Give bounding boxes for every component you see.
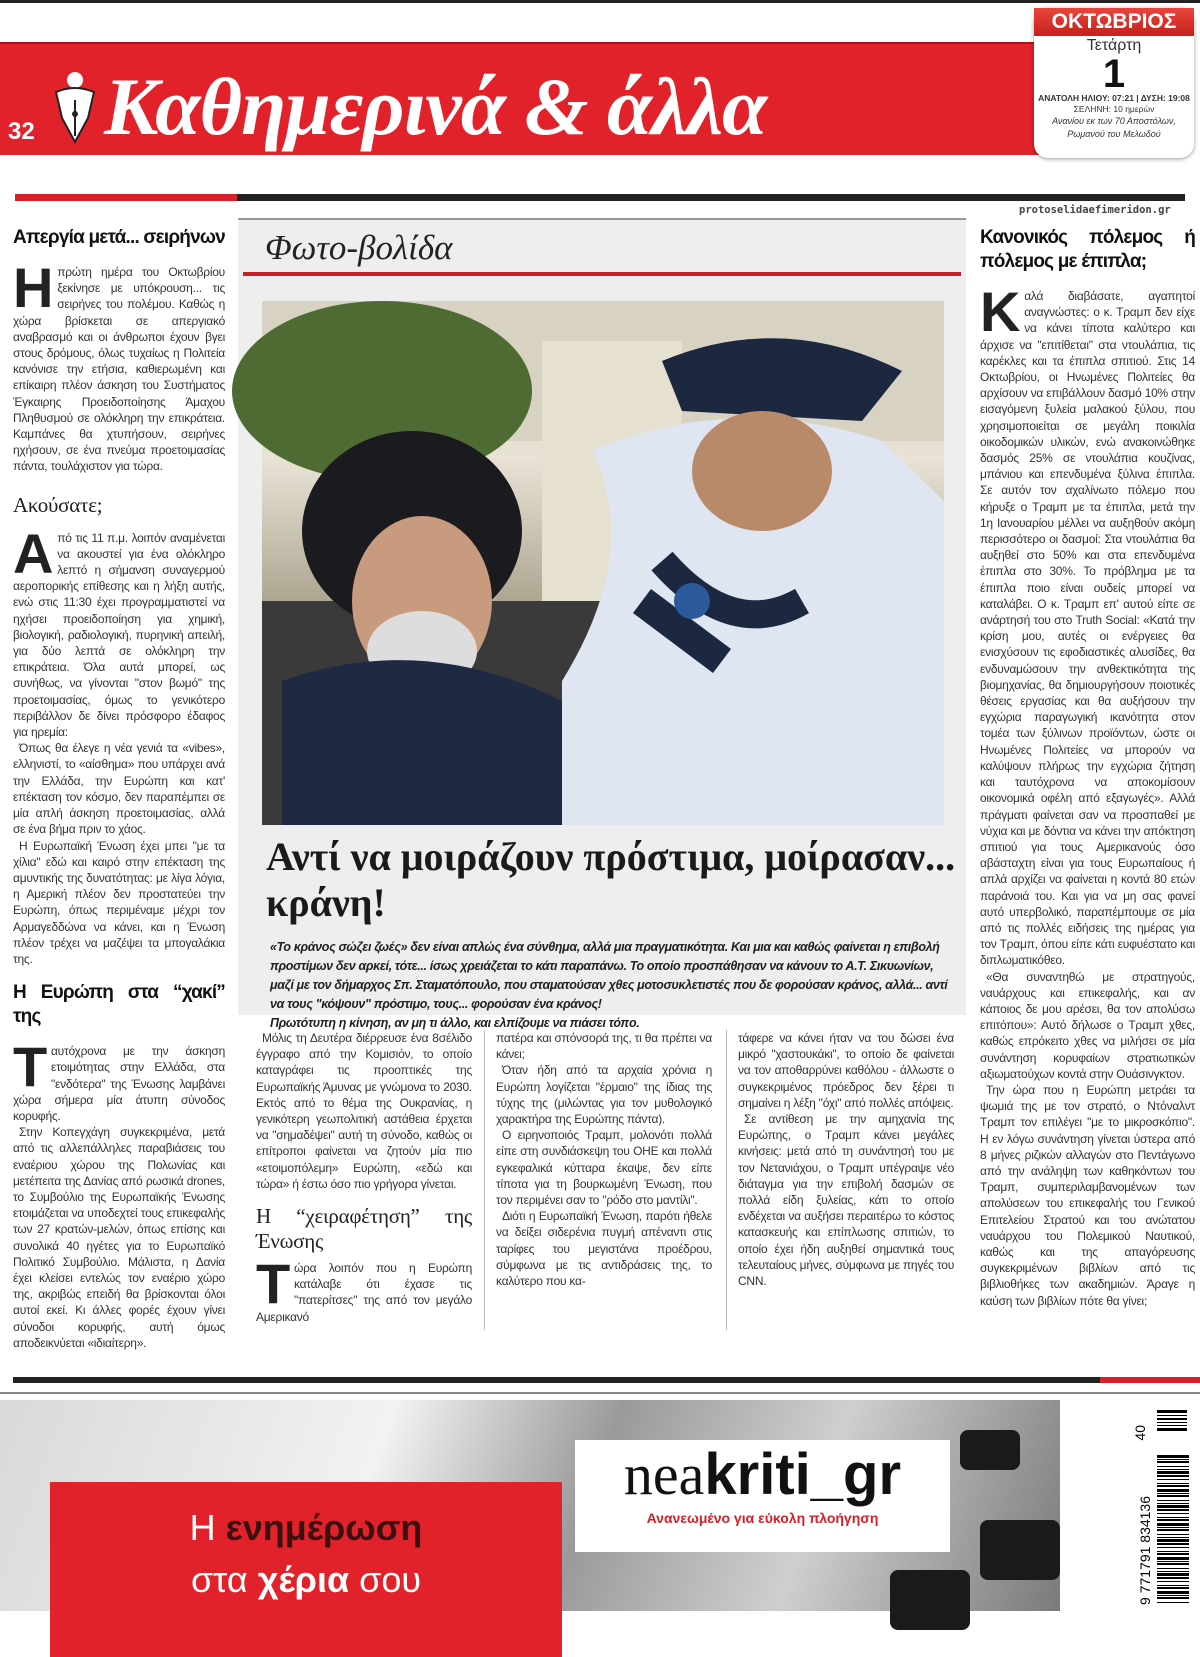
- barcode-bar: [1157, 1495, 1189, 1497]
- logo-text: nea: [623, 1442, 705, 1507]
- column-separator: [726, 1030, 727, 1330]
- article-headline: Η Ευρώπη στα “χακί” της: [13, 982, 225, 1028]
- advertisement-banner[interactable]: [0, 1400, 1060, 1611]
- feature-rule: [243, 272, 961, 276]
- calendar-sun-times: ΑΝΑΤΟΛΗ ΗΛΙΟΥ: 07:21 | ΔΥΣΗ: 19:08: [1038, 93, 1190, 103]
- barcode-bar: [1157, 1534, 1189, 1535]
- barcode-bar: [1157, 1585, 1189, 1586]
- barcode-icon: [1075, 1405, 1195, 1610]
- barcode-bar: [1157, 1500, 1189, 1501]
- barcode-bar: [1157, 1577, 1189, 1579]
- barcode-bar: [1157, 1461, 1189, 1463]
- divider-black: [237, 194, 1185, 201]
- barcode-bar: [1157, 1418, 1187, 1420]
- ad-slogan: [50, 1482, 562, 1657]
- article-paragraph: Στην Κοπεγχάγη συγκεκριμένα, μετά από τις αλλεπάλληλες παραβιάσεις του εναέριου χώρου της Πολωνίας και μετέπειτα της Δανίας από ρωσικά drones, το Συμβούλιο της Ευρωπαϊκής Ένωσης ετοιμάζεται να υποδεχτεί τους επικεφαλής των 27 κρατών-μελών, όπως επίσης και συνολικά 40 ηγέτες για το Ευρωπαϊκό Πολιτικό Συμβούλιο. Μάλιστα, η Δανία έχει κλείσει εντελώς τον εναέριο χώρο της, ακριβώς επειδή θα βρίσκονται όλοι αυτοί εκεί. Κι άλλες φορές έχουν γίνει σύνοδοι κορυφής, αυτή όμως αποδεικνύεται «ιδιαίτερη».: [13, 1125, 225, 1350]
- feature-headline: Αντί να μοιράζουν πρόστιμα, μοίρασαν... κράνη!: [266, 834, 956, 925]
- barcode-bar: [1157, 1503, 1189, 1504]
- keyboard-key-illustration: [960, 1430, 1020, 1470]
- barcode-bar: [1157, 1471, 1189, 1474]
- barcode-bar: [1157, 1428, 1187, 1431]
- news-photo: [262, 301, 944, 825]
- calendar-day: 1: [1102, 52, 1126, 96]
- ad-text: ενημέρωση: [225, 1507, 423, 1548]
- date-calendar: [1034, 8, 1194, 158]
- article-paragraph: Όπως θα έλεγε η νέα γενιά τα «vibes», ελληνιστί, το «αίσθημα» που υπάρχει ανά την Ελλάδα, την Ευρώπη και κατ' επέκταση τον κόσμο, δεν παραπέμπει σε μία απλή άσκηση προετοιμασίας, αλλά σε ένα βήμα πριν το χάος.: [13, 741, 225, 837]
- ad-text: σου: [359, 1559, 422, 1600]
- barcode-bar: [1157, 1505, 1189, 1508]
- neakriti-logo[interactable]: [575, 1440, 950, 1552]
- barcode-bar: [1157, 1543, 1189, 1545]
- ad-text: στα: [190, 1559, 248, 1600]
- barcode-bar: [1157, 1553, 1189, 1555]
- barcode-bar: [1157, 1466, 1189, 1467]
- article-paragraph: Όταν ήδη από τα αρχαία χρόνια η Ευρώπη λογίζεται "έρμαιο" της ίδιας της τύχης της (μιλώντας για τον μυθολογικό χαρακτήρα της Ευρώπης πάντα).: [496, 1063, 712, 1127]
- barcode-bar: [1157, 1551, 1189, 1552]
- barcode: [1075, 1405, 1195, 1610]
- page-number: 32: [8, 118, 35, 145]
- logo-text: _gr: [810, 1442, 902, 1507]
- article-headline: Απεργία μετά... σειρήνων: [13, 227, 225, 248]
- barcode-bar: [1157, 1581, 1189, 1582]
- lead-paragraph: Πρωτότυπη η κίνηση, αν μη τι άλλο, και ελπίζουμε να πιάσει τόπο.: [270, 1016, 640, 1030]
- barcode-bar: [1157, 1459, 1189, 1460]
- barcode-bar: [1157, 1527, 1189, 1528]
- article-headline: Κανονικός πόλεμος ή πόλεμος με έπιπλα;: [980, 227, 1195, 272]
- barcode-bar: [1157, 1479, 1189, 1480]
- article-paragraph: Τώρα λοιπόν που η Ευρώπη κατάλαβε ότι έχασε τις "πατερίτσες" της από τον μεγάλο Αμερικανό: [256, 1252, 472, 1324]
- barcode-bar: [1157, 1483, 1189, 1484]
- bottom-column-1: [256, 1030, 472, 1330]
- barcode-bar: [1157, 1571, 1189, 1572]
- feature-lead: [270, 938, 950, 1033]
- logo-text: kriti: [704, 1442, 811, 1507]
- article-paragraph: Ηπρώτη ημέρα του Οκτωβρίου ξεκίνησε με υπόκρουση... τις σειρήνες του πολέμου. Καθώς η χώρα βρίσκεται σε απεργιακό αναβρασμό και οι άνθρωποι έχουν βγει στους δρόμους, όλως τυχαίως η Πολιτεία κανόνισε την ετήσια, καθιερωμένη και επίκαιρη πλέον άσκηση του Συστήματος Έγκαιρης Προειδοποίησης Άμαχου Πληθυσμού σε ολόκληρη την επικράτεια. Καμπάνες θα χτυπήσουν, σειρήνες ηχήσουν, σε ένα πνεύμα προετοιμασίας πάντα, τουλάχιστον για τώρα.: [13, 256, 225, 474]
- barcode-bar: [1157, 1557, 1189, 1560]
- bottom-column-3: [738, 1030, 954, 1330]
- keyboard-key-illustration: [980, 1520, 1060, 1580]
- divider-red: [15, 194, 237, 201]
- barcode-bar: [1157, 1469, 1189, 1470]
- barcode-bar: [1157, 1509, 1189, 1511]
- thin-rule: [0, 1392, 1200, 1394]
- subheading: Ακούσατε;: [13, 492, 103, 517]
- barcode-bar: [1157, 1415, 1187, 1416]
- article-paragraph: τάφερε να κάνει ήταν να του δώσει ένα μικρό "χαστουκάκι", το οποίο δε φαίνεται να τον αποθαρρύνει καθόλου - άλλωστε ο συγκεκριμένος πρόεδρος δεν ξέρει τι σημαίνει η λέξη "όχι" από πολλές απόψεις.: [738, 1031, 954, 1110]
- right-column: [980, 222, 1195, 1332]
- barcode-bar: [1157, 1523, 1189, 1526]
- barcode-bar: [1157, 1561, 1189, 1562]
- article-paragraph: Η Ευρωπαϊκή Ένωση έχει μπει "με τα χίλια" εδώ και καιρό στην επέκταση της αμυντικής της δυνατότητας: με λίγα λόγια, η Αμερική πλέον δεν προστατεύει την Ευρώπη, όπως περιμέναμε μέχρι τον Αρμαγεδδώνα να κάνει, και η Ένωση πλέον τρέχει να μαζέψει τα μπογαλάκια της.: [13, 838, 225, 966]
- barcode-bar: [1157, 1573, 1189, 1576]
- article-paragraph: Την ώρα που η Ευρώπη μετράει τα ψωμιά της με τον στρατό, ο Ντόναλντ Τραμπ τον επιλέγει "με το μικροσκόπιο". Η εν λόγω συνάντηση γίνεται ύστερα από 8 μήνες ριζικών αλλαγών στο Πεντάγωνο από την ανάληψη των καθηκόντων του Τραμπ, συμπεριλαμβανομένων των απολύσεων του επικεφαλής του Γενικού Επιτελείου Στρατού και του ανώτατου ναυάρχου του Πολεμικού Ναυτικού, καθώς και της απαγόρευσης συγκεκριμένων βιβλίων από τις βιβλιοθήκες των ακαδημιών. Άραγε η καύση των βιβλίων πότε θα γίνει;: [980, 1082, 1195, 1308]
- article-paragraph: Μόλις τη Δευτέρα διέρρευσε ένα 8σέλιδο έγγραφο από την Κομισιόν, το οποίο καταγράφει τις προοπτικές της Ευρωπαϊκής Άμυνας με γνώμονα το 2030. Εκτός από το θέμα της Ουκρανίας, η γενικότερη γεωπολιτική αστάθεια έρχεται να "σημαδέψει" αυτή τη σύνοδο, καθώς οι επίτροποι φαίνεται να ζητούν μία πιο «ετοιμοπόλεμη» Ευρώπη, «εδώ και τώρα» ή έστω όσο πιο γρήγορα γίνεται.: [256, 1031, 472, 1191]
- article-paragraph: Καλά διαβάσατε, αγαπητοί αναγνώστες: ο κ. Τραμπ δεν είχε να κάνει τίποτα καλύτερο και άρχισε να "επιτίθεται" στα ντουλάπια, τις καρέκλες και τα έπιπλα σπιτιού. Στις 14 Οκτωβρίου, οι Ηνωμένες Πολιτείες θα αρχίσουν να επιβάλλουν δασμό 10% στην εισαγόμενη ξυλεία μαλακού ξύλου, που χρησιμοποιείται σε μεγάλη ποικιλία οικοδομικών υλικών, ενώ ανακοινώθηκε δασμός 25% σε ντουλάπια κουζίνας, μπάνιου και επενδυμένα ξύλινα έπιπλα. Σε αυτόν τον αχαλίνωτο πόλεμο που κήρυξε ο Τραμπ με τα έπιπλα, μετά την 1η Ιανουαρίου μέλλει να αυξηθούν ακόμη περισσότερο οι δασμοί: Στα ντουλάπια θα αυξηθεί στο 50% και στα επενδυμένα έπιπλα στο 30%. Το πρόβλημα με τα έπιπλα ποιο είναι ουδείς μπορεί να καταλάβει. Ο κ. Τραμπ επ' αυτού είπε σε ανάρτησή του στο Truth Social: «Κατά την κρίση μου, αυτές οι ενέργειες θα ενισχύσουν τις εφοδιαστικές αλυσίδες, θα ενδυναμώσουν την ανθεκτικότητα της βιομηχανίας, θα δημιουργήσουν ποιοτικές θέσεις εργασίας και θα αυξήσουν την εγχώρια παραγωγική ικανότητα στον τομέα των ξύλινων προϊόντων, ώστε οι Ηνωμένες Πολιτείες να μπορούν να καλύψουν πλήρως την εγχώρια ζήτηση και ταυτόχρονα να αποκομίσουν οικονομικά οφέλη από εξαγωγές». Αλλά πράγματι φαίνεται σαν να προσπαθεί με νύχια και με δόντια να κάνει την απόκτηση σπιτιού για τους Αμερικανούς όσο αβάσταχτη είναι για τους Ευρωπαίους ή απλά αρχίζει να φαίνεται η κοντά 80 ετών παράνοιά του. Και για να μη σας φανεί αυτό υπερβολικό, παραπέμπουμε σε μία από τις πολλές ειδήσεις της ημέρας για τον Τραμπ, όπου είπε κάτι ευφυέστατο και διπλωματικόθεο.: [980, 280, 1195, 968]
- barcode-bar: [1157, 1425, 1187, 1426]
- ad-text: χέρια: [257, 1559, 350, 1600]
- barcode-bar: [1157, 1602, 1189, 1603]
- watermark: protoselidaefimeridon.gr: [1019, 204, 1171, 216]
- barcode-bar: [1157, 1489, 1189, 1492]
- barcode-bar: [1157, 1595, 1189, 1596]
- barcode-bar: [1157, 1591, 1189, 1594]
- article-paragraph: Από τις 11 π.μ. λοιπόν αναμένεται να ακουστεί για ένα ολόκληρο λεπτό η σήμανση συναγερμού αεροπορικής επίθεσης και η λήξη αυτής, ενώ στις 11:30 έχει προγραμματιστεί να ηχήσει προειδοποίηση για χημική, βιολογική, ραδιολογική, πυρηνική απειλή, για δύο λεπτά σε ολόκληρη την επικράτεια. Όλα αυτά μπορεί, ως συνήθως, να γίνονται "στον βωμό" της προετοιμασίας, όμως το γενικότερο περιβάλλον δε δίνει πρόσφορο έδαφος για ηρεμία:: [13, 521, 225, 740]
- calendar-weekday: Τετάρτη: [1086, 37, 1142, 54]
- barcode-bar: [1157, 1568, 1189, 1569]
- calendar-month: ΟΚΤΩΒΡΙΟΣ: [1034, 8, 1194, 36]
- barcode-bar: [1157, 1455, 1189, 1458]
- barcode-bar: [1157, 1547, 1189, 1548]
- barcode-bar: [1157, 1410, 1187, 1413]
- photo-police-helmet-illustration: [262, 301, 944, 825]
- left-column: [13, 222, 225, 1350]
- article-paragraph: πατέρα και σπόνσορά της, τι θα πρέπει να κάνει;: [496, 1031, 712, 1062]
- ad-tagline: Ανανεωμένο για εύκολη πλοήγηση: [646, 1510, 879, 1526]
- barcode-bar: [1157, 1517, 1189, 1518]
- barcode-bar: [1157, 1485, 1189, 1487]
- bottom-column-2: [496, 1030, 712, 1330]
- article-paragraph: «Θα συναντηθώ με στρατηγούς, ναυάρχους και επικεφαλής, και αν κάποιος δε μου αρέσει, θα τον απολύσω επιτόπου»: Αυτό δήλωσε ο Τραμπ χθες, καθώς επρόκειτο χθες να μιλήσει σε μία συνάντηση κορυφαίων στρατιωτικών αξιωματούχων κοντά στην Ουάσινγκτον.: [980, 969, 1195, 1081]
- section-title: Καθημερινά & άλλα: [104, 61, 767, 152]
- article-paragraph: Διότι η Ευρωπαϊκή Ένωση, παρότι ήθελε να δείξει σιδερένια πυγμή απέναντι στις ταρίφες του μεγιστάνα προέδρου, σύμφωνα με τις αντιδράσεις της, το καλύτερο που κα-: [496, 1209, 712, 1289]
- article-paragraph: Ταυτόχρονα με την άσκηση ετοιμότητας στην Ελλάδα, στα "ενδότερα" της Ένωσης λαμβάνει χώρα σήμερα μία άτυπη σύνοδος κορυφής.: [13, 1035, 225, 1123]
- article-paragraph: Ο ειρηνοποιός Τραμπ, μολονότι πολλά είπε στη συνδιάσκεψη του ΟΗΕ και πολλά εγκεφαλικά κύτταρα έκαψε, δεν είπε τίποτα για τη βουρκωμένη Ένωση, που τον περιμένει σαν το "ρόδο στο μαντίλι".: [496, 1128, 712, 1208]
- keyboard-key-illustration: [890, 1570, 970, 1630]
- bottom-rule: [13, 1377, 1183, 1383]
- bottom-rule-red: [1100, 1377, 1200, 1383]
- barcode-bar: [1157, 1529, 1189, 1531]
- barcode-bar: [1157, 1539, 1189, 1542]
- barcode-bar: [1157, 1537, 1189, 1538]
- barcode-bar: [1157, 1513, 1189, 1514]
- calendar-moon: ΣΕΛΗΝΗ: 10 ημερών: [1073, 104, 1155, 114]
- top-rule: [0, 0, 1200, 3]
- column-separator: [484, 1030, 485, 1330]
- ad-text: Η: [189, 1507, 216, 1548]
- article-paragraph: Σε αντίθεση με την αμηχανία της Ευρώπης, ο Τραμπ κάνει μεγάλες κινήσεις: μετά από τη συνάντησή του με τον Νετανιάχου, ο Τραμπ υπέγραψε νέο διάταγμα για την επιβολή δασμών σε πολλά είδη ξυλείας, κάτι το οποίο ενδέχεται να αυξήσει περαιτέρω το κόστος κατασκευής και επίπλωσης σπιτιών, το οποίο έχει ήδη αυξηθεί σημαντικά τους τελευταίους μήνες, σύμφωνα με πηγές του CNN.: [738, 1112, 954, 1289]
- subheading: Η “χειραφέτηση” της Ένωσης: [256, 1204, 472, 1254]
- barcode-bar: [1157, 1422, 1187, 1423]
- barcode-bar: [1157, 1519, 1189, 1521]
- lead-paragraph: «Το κράνος σώζει ζωές» δεν είναι απλώς ένα σύνθημα, αλλά μια πραγματικότητα. Και μια και καθώς φαίνεται η επιβολή προστίμων δεν αρκεί, τότε... ίσως χρειάζεται το κάτι παραπάνω. Το οποίο προσπάθησαν να κάνουν το Α.Τ. Σικυωνίων, μαζί με τον δήμαρχος Σπ. Σταματόπουλο, που σταματούσαν χθες μοτοσυκλετιστές που δε φορούσαν κράνος, αλλά... αντί να τους "κόψουν" πρόστιμο, τους... φορούσαν ένα κράνος!: [270, 940, 948, 1011]
- pen-nib-logo-icon: [48, 70, 103, 145]
- feature-section-title: Φωτο-βολίδα: [265, 228, 453, 267]
- barcode-bar: [1157, 1563, 1189, 1565]
- barcode-digits: 9 771791 834136: [1137, 1496, 1153, 1605]
- calendar-saints: Ανανίου εκ των 70 Αποστόλων, Ρωμανού του Μελωδού: [1052, 116, 1176, 139]
- barcode-bar: [1157, 1597, 1189, 1599]
- barcode-bar: [1157, 1493, 1189, 1494]
- barcode-issue: 40: [1132, 1425, 1148, 1441]
- barcode-bar: [1157, 1587, 1189, 1589]
- barcode-bar: [1157, 1475, 1189, 1477]
